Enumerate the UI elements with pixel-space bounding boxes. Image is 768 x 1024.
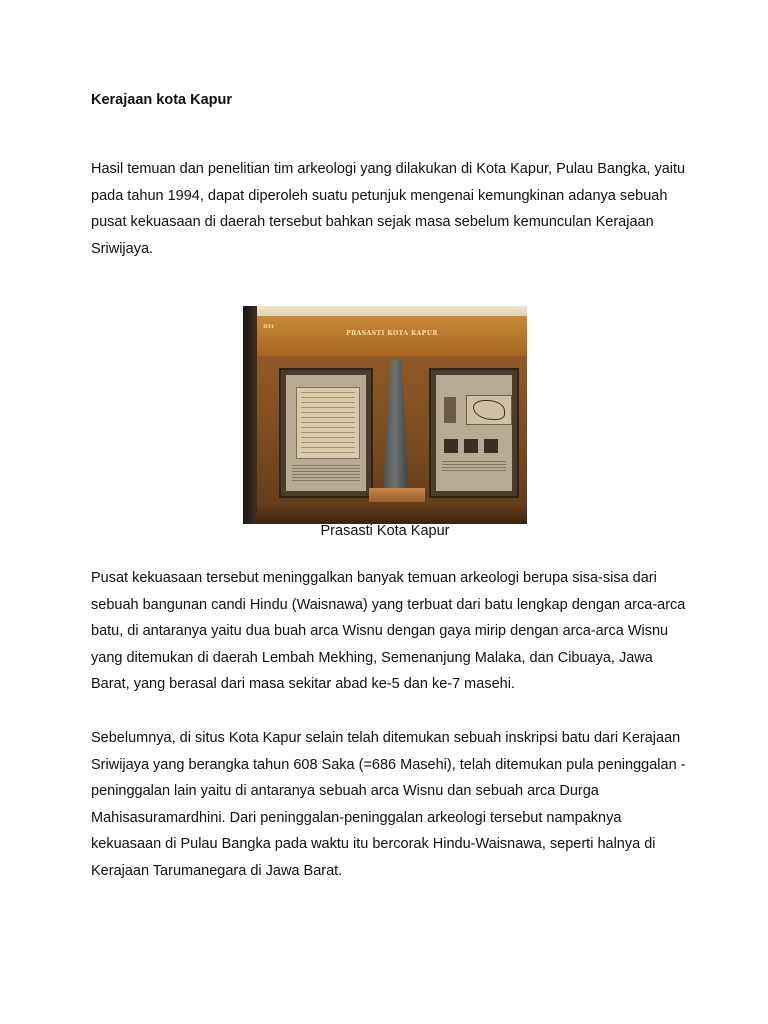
paragraph-inscription: Sebelumnya, di situs Kota Kapur selain telah ditemukan sebuah inskripsi batu dari Kerajaan Sriwijaya yang berangka tahun 608 Saka (=686 Masehi), telah ditemukan pula peninggalan - peninggalan lain yaitu di antaranya sebuah arca Wisnu dan sebuah arca Durga Mahisasuramardhini. Dari peninggalan-peninggalan arkeologi tersebut nampaknya kekuasaan di Pulau Bangka pada waktu itu bercorak Hindu-Waisnawa, seperti halnya di Kerajaan Tarumanegara di Jawa Barat. bbox=[91, 730, 686, 879]
photo-thumbnail-3 bbox=[444, 439, 458, 453]
photo-floor bbox=[257, 502, 527, 524]
photo-wall-left bbox=[243, 306, 257, 524]
photo-map bbox=[466, 395, 512, 425]
photo-map-shape bbox=[473, 400, 505, 420]
photo-panel-right-inner bbox=[436, 375, 512, 491]
photo-panel-right-text bbox=[442, 461, 506, 473]
photo-statue-figure bbox=[444, 397, 456, 423]
photo-thumbnail-1 bbox=[464, 439, 478, 453]
photo-sign-number: D31 bbox=[263, 324, 275, 330]
photo-sign-text: PRASASTI KOTA KAPUR bbox=[346, 330, 438, 337]
photo-prasasti-kota-kapur bbox=[243, 306, 527, 524]
photo-panel-left-text bbox=[292, 465, 360, 483]
photo-inscription-lines bbox=[301, 392, 355, 454]
photo-pedestal bbox=[369, 488, 425, 502]
paragraph-temple-findings: Pusat kekuasaan tersebut meninggalkan banyak temuan arkeologi berupa sisa-sisa dari sebuah bangunan candi Hindu (Waisnawa) yang terbuat dari batu lengkap dengan arca-arca batu, di antaranya yaitu dua buah arca Wisnu dengan gaya mirip dengan arca-arca Wisnu yang ditemukan di daerah Lembah Mekhing, Semenanjung Malaka, dan Cibuaya, Jawa Barat, yang berasal dari masa sekitar abad ke-5 dan ke-7 masehi. bbox=[91, 570, 686, 692]
photo-sign-board bbox=[257, 316, 527, 356]
photo-panel-left-inner bbox=[286, 375, 366, 491]
paragraph-intro: Hasil temuan dan penelitian tim arkeologi yang dilakukan di Kota Kapur, Pulau Bangka, yaitu pada tahun 1994, dapat diperoleh suatu petunjuk mengenai kemungkinan adanya sebuah pusat kekuasaan di daerah tersebut bahkan sejak masa sebelum kemunculan Kerajaan Sriwijaya. bbox=[91, 161, 686, 257]
document-title: Kerajaan kota Kapur bbox=[91, 92, 233, 108]
photo-inscription-rubbing bbox=[296, 387, 360, 459]
photo-panel-right bbox=[429, 368, 519, 498]
photo-thumbnail-2 bbox=[484, 439, 498, 453]
photo-panel-left bbox=[279, 368, 373, 498]
figure-caption: Prasasti Kota Kapur bbox=[320, 523, 450, 539]
